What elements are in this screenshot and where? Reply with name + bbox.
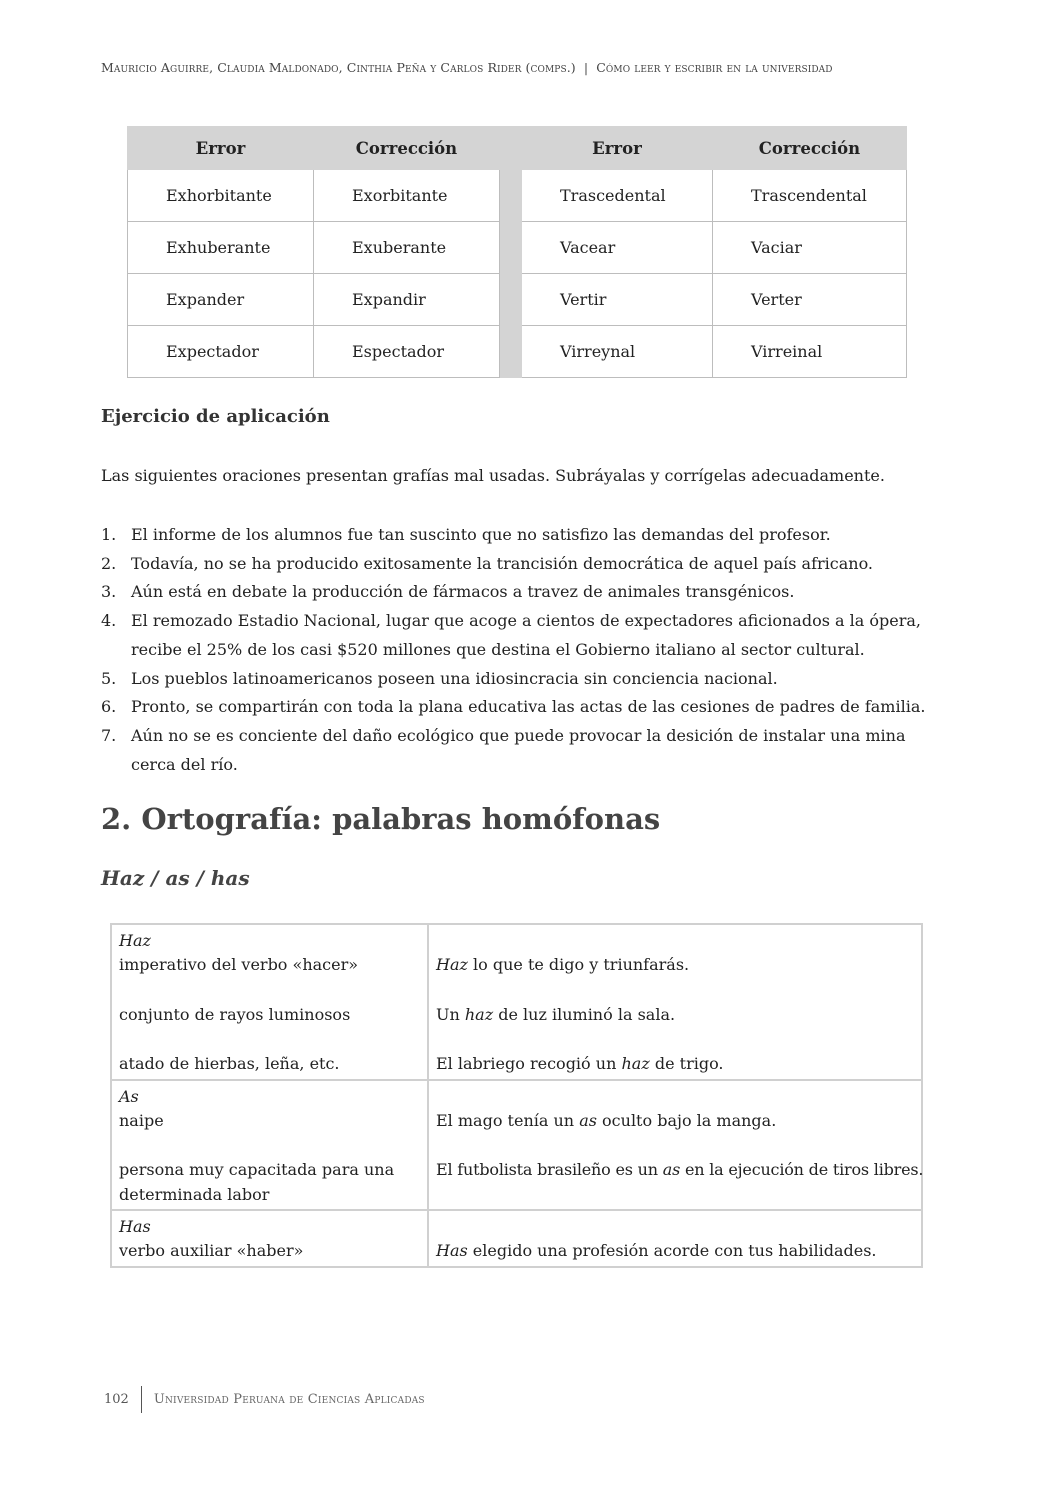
list-item-text: Aún no se es conciente del daño ecológico que puede provocar la desición de instalar una mina cerca del río.: [131, 725, 906, 774]
correction-cell: Verter: [713, 274, 907, 326]
table-row: [111, 1080, 922, 1211]
list-item-number: 4.: [101, 611, 117, 631]
column-header-error: Error: [522, 127, 713, 170]
exercise-sentence-list: [101, 521, 951, 779]
example-sentence: Has elegido una profesión acorde con tus habilidades.: [436, 1241, 877, 1260]
definition-cell: [111, 924, 428, 1080]
correction-cell: Espectador: [314, 326, 500, 378]
correction-cell: Expandir: [314, 274, 500, 326]
column-header-correction: Corrección: [713, 127, 907, 170]
spelling-error-table: [127, 126, 907, 378]
correction-cell: Virreinal: [713, 326, 907, 378]
homophone-word: as: [579, 1110, 597, 1130]
definition-text: imperativo del verbo «hacer»: [119, 955, 359, 974]
example-cell: [428, 924, 922, 1080]
homophone-word: haz: [621, 1054, 650, 1073]
list-item: [101, 578, 951, 607]
list-item: [101, 722, 951, 779]
definition-text: determinada labor: [119, 1184, 270, 1204]
list-item-number: 2.: [101, 553, 117, 573]
list-item-text: Aún está en debate la producción de fármacos a travez de animales transgénicos.: [131, 582, 795, 602]
column-gap: [500, 274, 522, 326]
column-gap: [500, 326, 522, 378]
example-sentence: El labriego recogió un haz de trigo.: [436, 1054, 724, 1073]
list-item-number: 6.: [101, 697, 117, 717]
column-header-error: Error: [128, 127, 314, 170]
error-cell: Vacear: [522, 222, 713, 274]
footer-divider: [141, 1386, 142, 1413]
homophone-term: As: [119, 1086, 139, 1106]
homophone-word: Has: [436, 1241, 468, 1260]
error-cell: Expectador: [128, 326, 314, 378]
table-row: [128, 274, 907, 326]
list-item-number: 5.: [101, 668, 117, 688]
table-row: [111, 924, 922, 1080]
definition-text: conjunto de rayos luminosos: [119, 1004, 351, 1024]
exercise-heading: Ejercicio de aplicación: [101, 406, 330, 427]
definition-cell: [111, 1080, 428, 1211]
footer-institution: Universidad Peruana de Ciencias Aplicadas: [153, 1391, 425, 1407]
example-sentence: Haz lo que te digo y triunfarás.: [436, 955, 690, 974]
table-row: [128, 170, 907, 222]
header-book-title: Cómo leer y escribir en la universidad: [596, 60, 833, 75]
table-row: [111, 1210, 922, 1267]
list-item-text: Todavía, no se ha producido exitosamente la trancisión democrática de aquel país africano.: [131, 553, 873, 573]
table-header-row: [128, 127, 907, 170]
error-cell: Exhuberante: [128, 222, 314, 274]
list-item: [101, 521, 951, 550]
correction-cell: Trascendental: [713, 170, 907, 222]
column-gap: [500, 222, 522, 274]
list-item: [101, 693, 951, 722]
example-cell: [428, 1210, 922, 1267]
header-authors: Mauricio Aguirre, Claudia Maldonado, Cinthia Peña y Carlos Rider (comps.): [101, 60, 576, 75]
list-item-text: El informe de los alumnos fue tan suscinto que no satisfizo las demandas del profesor.: [131, 525, 831, 544]
definition-text: naipe: [119, 1110, 164, 1130]
error-cell: Expander: [128, 274, 314, 326]
section-title: 2. Ortografía: palabras homófonas: [101, 802, 661, 836]
correction-cell: Exuberante: [314, 222, 500, 274]
column-header-correction: Corrección: [314, 127, 500, 170]
example-sentence: Un haz de luz iluminó la sala.: [436, 1004, 676, 1024]
page-footer: [104, 1386, 425, 1412]
example-sentence: El mago tenía un as oculto bajo la manga.: [436, 1110, 777, 1130]
exercise-instructions: Las siguientes oraciones presentan grafías mal usadas. Subráyalas y corrígelas adecuadamente.: [101, 466, 885, 485]
list-item-number: 3.: [101, 582, 117, 602]
table-row: [128, 222, 907, 274]
list-item: [101, 550, 951, 579]
homophone-term: Has: [119, 1217, 151, 1236]
homophone-word: Haz: [436, 955, 468, 974]
list-item: [101, 607, 951, 664]
error-cell: Trascedental: [522, 170, 713, 222]
homophone-term: Haz: [119, 931, 151, 950]
page-number: 102: [104, 1391, 129, 1407]
definition-cell: [111, 1210, 428, 1267]
header-separator: |: [583, 60, 589, 75]
homophone-word: haz: [464, 1004, 494, 1024]
list-item: [101, 665, 951, 694]
list-item-number: 1.: [101, 525, 117, 544]
definition-text: verbo auxiliar «haber»: [119, 1241, 304, 1260]
example-sentence: El futbolista brasileño es un as en la ejecución de tiros libres.: [436, 1160, 924, 1179]
list-item-number: 7.: [101, 725, 117, 745]
column-gap: [500, 127, 522, 170]
error-cell: Virreynal: [522, 326, 713, 378]
list-item-text: Los pueblos latinoamericanos poseen una idiosincracia sin conciencia nacional.: [131, 668, 778, 688]
column-gap: [500, 170, 522, 222]
table-row: [128, 326, 907, 378]
error-cell: Vertir: [522, 274, 713, 326]
subsection-title: Haz / as / has: [101, 866, 250, 890]
correction-cell: Vaciar: [713, 222, 907, 274]
error-cell: Exhorbitante: [128, 170, 314, 222]
homophones-table: [110, 923, 923, 1268]
definition-text: persona muy capacitada para una: [119, 1160, 395, 1179]
list-item-text: El remozado Estadio Nacional, lugar que acoge a cientos de expectadores aficionados a la ópera, recibe el 25% de los casi $520 millones que destina el Gobierno italiano al sector cultural.: [131, 611, 921, 659]
homophone-word: as: [662, 1160, 681, 1179]
list-item-text: Pronto, se compartirán con toda la plana educativa las actas de las cesiones de padres de familia.: [131, 697, 926, 717]
correction-cell: Exorbitante: [314, 170, 500, 222]
definition-text: atado de hierbas, leña, etc.: [119, 1054, 340, 1073]
running-header: [101, 60, 961, 75]
example-cell: [428, 1080, 922, 1211]
